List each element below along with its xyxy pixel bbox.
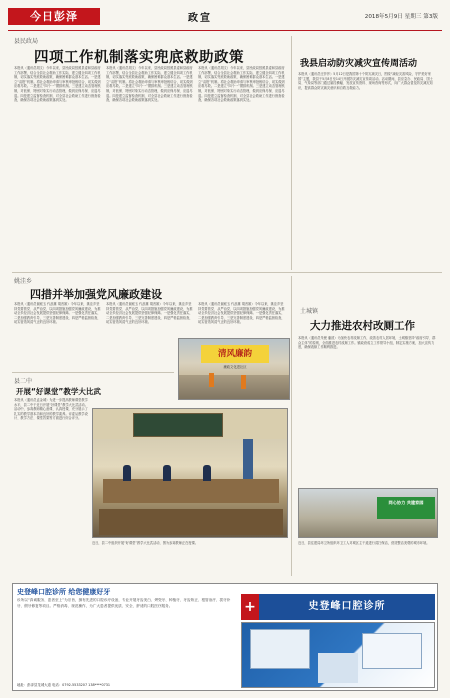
article-body: 本报讯（通讯员谢庭玉 代浪雄 胡晋雄）今年以来，姚洼乡坚持党要管党、从严治党，以四项措施加强党风廉政建设，为推动全乡经济社会发展提供坚强纪律保障。一是强化责任落实，二是加强教育引导，三是完善制度建设，四是严格监督检查，切实营造风清气正的良好环境。	[198, 302, 285, 325]
article-headline: 四项工作机制落实兜底救助政策	[34, 50, 244, 66]
article-body: 本报讯（通讯员汪莎莎）5月12日是我国第十个防灾减灾日，围绕“减轻灾害风险，守护美好家园”主题，我县于5月8日至14日开展防灾减灾宣传周活动。活动期间，县应急办、民政局、国土局、气象局等部门通过悬挂横幅、发放宣传资料、现场咨询等形式，向广大群众普及防灾减灾知识，提高群众防灾减灾意识和自救互救能力。	[298, 72, 433, 90]
section-divider	[12, 372, 174, 373]
clinic-window	[362, 633, 422, 669]
article-body: 本报讯（通讯员朱俊 潘波）为加快农村改厕工作，改善农村人居环境，土城镇坚持“政府引导、群众主体”的原则，全面推进农村改厕工作。镇政府成立工作领导小组，制定实施方案，加大宣传力度，确保改厕工作顺利推进。	[298, 336, 436, 350]
ad-contact: 地址：彭泽县龙城大道 电话：0792-5533207 138****0731	[17, 683, 111, 687]
article-headline: 大力推进农村改厕工作	[310, 320, 415, 332]
article-kicker: 县民政局	[14, 38, 39, 45]
teacher-figure	[243, 439, 253, 479]
blackboard	[133, 413, 223, 437]
worker-figure	[241, 375, 246, 389]
article-body: 本报讯（通讯员胡文）今年以来，县民政局按照县委和县政府工作部署，结合全县社会救助工作实际，建立健全四项工作机制，切实落实兜底救助政策，确保困难群众基本生活。一是建立“双报”机制。将社会救助申请与审核审批相结合，切实做到应救尽救。二是建立“四个一”摸排机制。三是建立动态管理机制，对低保、特困对象实行动态管理，做到应保尽保、应退尽退。四是建立监督检查机制，对全县社会救助工作进行督查检查，确保各项社会救助政策落到实处。	[14, 66, 101, 103]
worker-figure	[209, 373, 214, 387]
town-photo	[298, 488, 438, 538]
ad-body: 诊所以“真诚服务、患者至上”为宗旨，拥有先进的口腔诊疗设备，专业开展牙齿美白、烤瓷牙、种植牙、牙齿矫正、根管治疗、拔牙补牙、假牙修复等项目。严格消毒、规范操作，为广大患者提供优质、安全、舒适的口腔医疗服务。	[17, 598, 231, 608]
plus-icon: +	[241, 594, 259, 620]
column-divider	[291, 36, 292, 270]
ad-title: 史登峰口腔诊所 给您健康好牙	[17, 588, 111, 596]
advertisement	[12, 583, 438, 691]
page-section-title: 政宣	[188, 13, 212, 24]
street-ground	[179, 375, 290, 400]
article-kicker: 土城镇	[300, 308, 319, 315]
masthead-rule	[8, 30, 442, 31]
banner-sign-subtitle: 廉政文化进社区	[223, 365, 247, 369]
clinic-banner: 史登峰口腔诊所	[259, 594, 435, 620]
banner-sign: 同心协力 共建家园	[377, 497, 435, 519]
banner-sign: 清风廉韵	[201, 345, 269, 363]
desk-row	[99, 509, 283, 535]
street-photo	[178, 338, 290, 400]
classroom-photo	[92, 408, 288, 538]
desk-row	[103, 479, 279, 503]
article-body: 本报讯（通讯员谢庭玉 代浪雄 胡晋雄）今年以来，姚洼乡坚持党要管党、从严治党，以四项措施加强党风廉政建设，为推动全乡经济社会发展提供坚强纪律保障。一是强化责任落实，二是加强教育引导，三是完善制度建设，四是严格监督检查，切实营造风清气正的良好环境。	[106, 302, 193, 325]
article-body: 本报讯（通讯员谢庭玉 代浪雄 胡晋雄）今年以来，姚洼乡坚持党要管党、从严治党，以四项措施加强党风廉政建设，为推动全乡经济社会发展提供坚强纪律保障。一是强化责任落实，二是加强教育引导，三是完善制度建设，四是严格监督检查，切实营造风清气正的良好环境。	[14, 302, 101, 325]
article-body: 本报讯（通讯员胡文）今年以来，县民政局按照县委和县政府工作部署，结合全县社会救助工作实际，建立健全四项工作机制，切实落实兜底救助政策，确保困难群众基本生活。一是建立“双报”机制。将社会救助申请与审核审批相结合，切实做到应救尽救。二是建立“四个一”摸排机制。三是建立动态管理机制，对低保、特困对象实行动态管理，做到应保尽保、应退尽退。四是建立监督检查机制，对全县社会救助工作进行督查检查，确保各项社会救助政策落到实处。	[106, 66, 193, 103]
article-body: 本报讯（通讯员胡文）今年以来，县民政局按照县委和县政府工作部署，结合全县社会救助工作实际，建立健全四项工作机制，切实落实兜底救助政策，确保困难群众基本生活。一是建立“双报”机制。将社会救助申请与审核审批相结合，切实做到应救尽救。二是建立“四个一”摸排机制。三是建立动态管理机制，对低保、特困对象实行动态管理，做到应保尽保、应退尽退。四是建立监督检查机制，对全县社会救助工作进行督查检查，确保各项社会救助政策落到实处。	[198, 66, 285, 103]
column-divider	[291, 276, 292, 576]
clinic-door	[318, 653, 358, 683]
article-kicker: 姚洼乡	[14, 278, 33, 285]
student-figure	[123, 465, 131, 481]
clinic-photo	[241, 622, 435, 688]
photo-caption: 近日，县住建局环卫所组织环卫工人对城区主干道进行清扫保洁，营造整洁美观的城市环境。	[298, 541, 430, 545]
section-divider	[12, 272, 442, 273]
article-headline: 开展“好课堂”教学大比武	[16, 387, 101, 396]
masthead	[8, 8, 442, 28]
student-figure	[203, 465, 211, 481]
article-kicker: 县二中	[14, 378, 33, 385]
newspaper-logo: 今日彭泽	[8, 8, 100, 25]
clinic-window	[250, 629, 310, 669]
issue-date: 2018年5月9日 星期三 第3版	[364, 14, 438, 20]
article-headline: 四措并举加强党风廉政建设	[30, 288, 162, 301]
photo-caption: 近日，县二中组织开展“好课堂”教学大比武活动，图为参赛教师正在授课。	[92, 541, 198, 545]
article-body: 本报讯（通讯员孟金城）为进一步提高教师课堂教学水平，县二中于近日开展“好课堂”教学大比武活动。活动中，参赛教师精心备课、认真授课，充分展示了扎实的教学基本功和良好的教学素养。评委从教学设计、教学方法、课堂效果等方面进行综合评分。	[14, 398, 88, 421]
student-figure	[163, 465, 171, 481]
article-headline: 我县启动防灾减灾宣传周活动	[300, 59, 418, 69]
